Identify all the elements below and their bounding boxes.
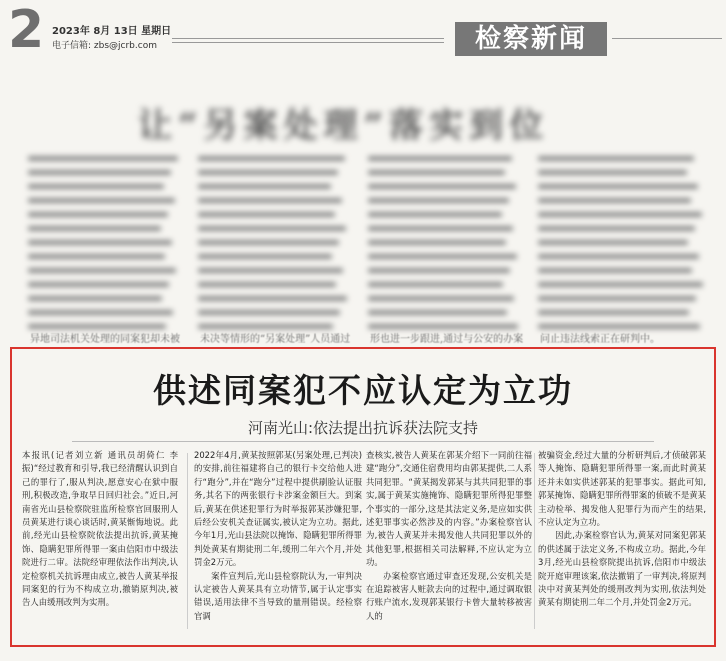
blurred-line [198,184,331,189]
blurred-line [368,310,507,315]
blurred-line [198,324,333,329]
blurred-article [18,70,718,346]
blurred-line [368,240,506,245]
blurred-line [368,170,505,175]
blurred-line [368,184,516,189]
blurred-line [538,170,687,175]
blurred-line [368,212,502,217]
blurred-line [538,282,703,287]
blurred-line [198,240,339,245]
blurred-text-lines [18,150,718,340]
blurred-line [198,170,338,175]
header-rule [172,42,444,43]
blurred-line [28,240,172,245]
blurred-line [28,226,161,231]
subtitle-rule [72,441,654,442]
blurred-line [538,156,694,161]
blurred-line [198,254,332,259]
blurred-line [28,296,162,301]
issue-date: 2023年 8月 13日 星期日 [52,26,172,37]
contact-email: 电子信箱: zbs@jcrb.com [52,41,157,51]
blurred-line [198,268,343,273]
blurred-line [198,212,335,217]
blurred-line [538,226,695,231]
blurred-line [28,212,168,217]
blurred-line [198,226,346,231]
blurred-line [538,268,692,273]
blurred-line [538,240,688,245]
peek-line: 形也进一步跟进,通过与公安的办案 [370,334,524,345]
blurred-line [28,156,178,161]
blurred-line [538,310,689,315]
column-divider [534,453,535,629]
blurred-line [368,296,514,301]
article-title: 供述同案犯不应认定为立功 [153,371,573,410]
featured-article [10,347,716,647]
page-number: 2 [8,0,45,60]
article-column-1: 本报讯(记者刘立新 通讯员胡倚仁 李振)“经过教育和引导,我已经清醒认识到自己的罪行了,服从判决,愿意安心在狱中服刑,积极改造,争取早日回归社会。”近日,河南省光山县检察院驻监所检察官回服刑人员黄某进行谈心谈话时,黄某惭悔地说。此前,经光山县检察院依法提出抗诉,黄某掩饰、隐瞒犯罪所得罪一案由信阳市中级法院进行二审。法院经审理依法作出判决,认定检察机关抗诉理由成立,被告人黄某举报同案犯的行为不构成立功,撤销原判决,被告人由缓刑改判为实刑。 [22,450,178,608]
column-divider [187,453,188,629]
blurred-line [368,198,509,203]
blurred-line [28,170,171,175]
peek-line: 未决等情形的“另案处理”人员通过 [200,334,351,345]
blurred-line [368,282,503,287]
page-header [0,0,726,66]
article-column-2: 2022年4月,黄某按照郭某(另案处理,已判决)的安排,前往福建将自己的银行卡交给他人进行“跑分”,并在“跑分”过程中提供刷脸认证服务,其名下的两张银行卡涉案金额巨大。到案后,黄某在供述犯罪行为时举报郭某涉嫌犯罪,后经公安机关查证属实,被认定为立功。据此,今年1月,光山县法院以掩饰、隐瞒犯罪所得罪判处黄某有期徒刑二年,缓刑二年六个月,并处罚金2万元。 案件宣判后,光山县检察院认为,一审判决认定被告人黄某具有立功情节,属于认定事实错误,适用法律不当导致的量刑错误。经检察官调 [194,450,362,621]
blurred-line [28,268,176,273]
blurred-line [368,254,517,259]
section-title: 检察新闻 [455,22,607,56]
blurred-line [538,296,696,301]
blurred-line [198,296,347,301]
blurred-line [28,282,169,287]
blurred-line [28,254,165,259]
blurred-line [538,198,691,203]
blurred-line [368,156,512,161]
blurred-line [538,324,700,329]
blurred-line [368,324,518,329]
blurred-line [198,156,345,161]
blurred-line [368,226,513,231]
blurred-line [28,324,166,329]
peek-line: 问止违法线索正在研判中。 [540,334,660,345]
header-rule [612,38,722,39]
blurred-line [538,212,702,217]
blurred-article-title: 让“另案处理”落实到位 [138,106,550,146]
blurred-line [28,184,164,189]
peek-line: 异地司法机关处理的同案犯却未被 [30,334,180,345]
blurred-line [538,184,698,189]
article-column-4: 被骗资金,经过大量的分析研判后,才侦破郭某等人掩饰、隐瞒犯罪所得罪一案,而此时黄某还并未如实供述郭某的犯罪事实。据此可知,郭某掩饰、隐瞒犯罪所得罪案的侦破不是黄某主动检举、揭发他人犯罪行为而产生的结果,不应认定为立功。 因此,办案检察官认为,黄某对同案犯郭某的供述属于法定义务,不构成立功。据此,今年3月,经光山县检察院提出抗诉,信阳市中级法院开庭审理该案,依法撤销了一审判决,将原判决中对黄某判处的缓刑改判为实刑,依法判处黄某有期徒刑二年二个月,并处罚金2万元。 [538,450,706,608]
blurred-line [198,198,342,203]
blurred-line [538,254,699,259]
article-subtitle: 河南光山:依法提出抗诉获法院支持 [247,419,479,437]
article-column-3: 查核实,被告人黄某在郭某介绍下一同前往福建“跑分”,交通住宿费用均由郭某提供,二人系共同犯罪。“黄某揭发郭某与其共同犯罪的事实,属于黄某实施掩饰、隐瞒犯罪所得犯罪整个事实的一部分,这是其法定义务,是应如实供述犯罪事实必然涉及的内容。”办案检察官认为,被告人黄某并未揭发他人共同犯罪以外的其他犯罪,根据相关司法解释,不应认定为立功。 办案检察官通过审查还发现,公安机关是在追踪被害人赃款去向的过程中,通过调取银行账户流水,发现郭某银行卡曾大量转移被害人的 [366,450,532,621]
blurred-line [28,198,175,203]
blurred-line [198,282,336,287]
blurred-line [198,310,340,315]
blurred-line [368,268,510,273]
header-rule [172,38,444,39]
blurred-line [28,310,173,315]
